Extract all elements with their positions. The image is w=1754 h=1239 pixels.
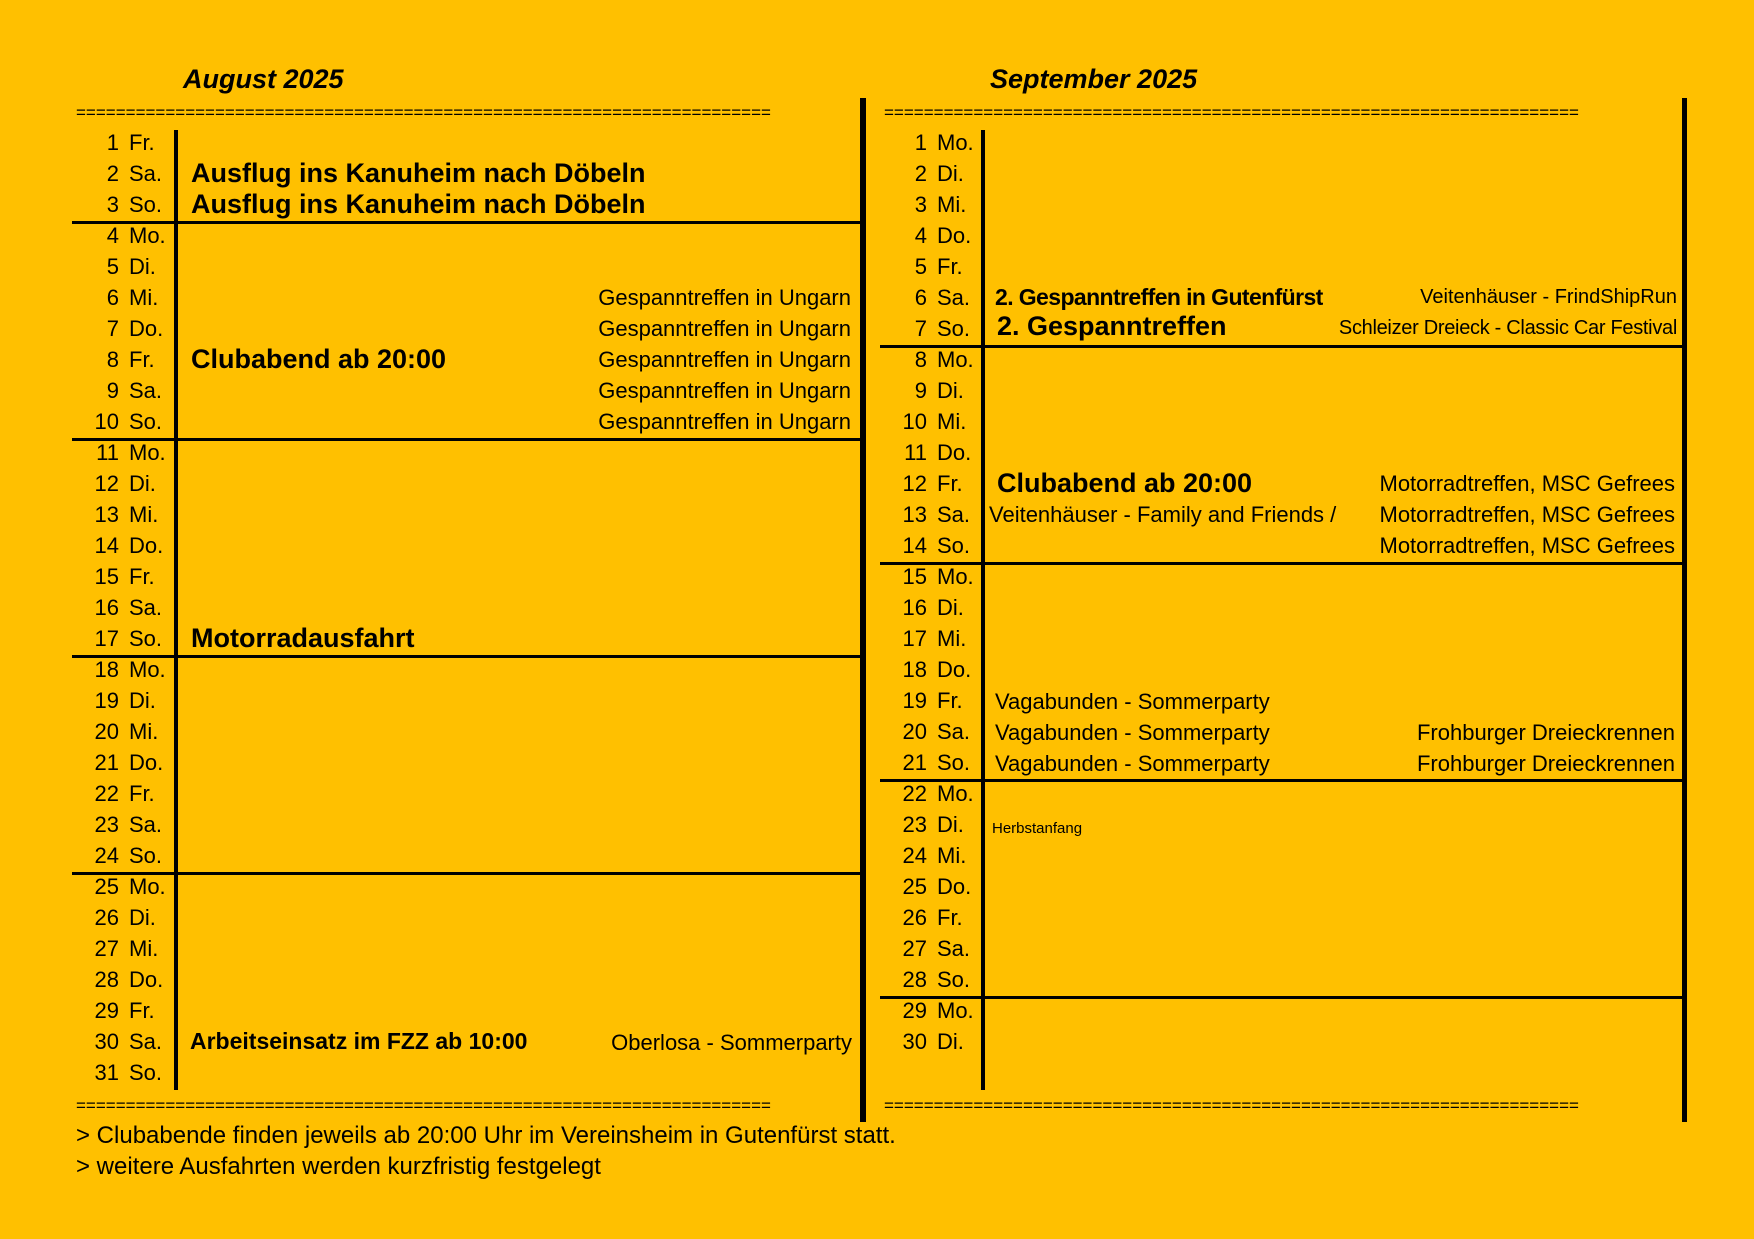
weekday-label: Sa.	[129, 378, 163, 403]
august-bottom-separator: ======================================================================	[76, 1096, 771, 1115]
day-row	[878, 313, 970, 344]
weekday-label: Mi.	[129, 936, 159, 961]
event-sep-6: 2. Gespanntreffen in Gutenfürst	[995, 284, 1323, 310]
weekday-label: Do.	[937, 657, 972, 682]
event-aug-8: Clubabend ab 20:00	[191, 344, 447, 374]
day-number: 4	[106, 223, 119, 248]
day-row	[70, 499, 158, 530]
weekday-label: Di.	[937, 812, 964, 837]
weekday-label: Fr.	[937, 688, 963, 713]
day-row	[878, 344, 974, 375]
weekday-label: Mi.	[937, 409, 967, 434]
day-number: 7	[106, 316, 119, 341]
day-number: 25	[94, 874, 119, 899]
day-row	[70, 313, 163, 344]
day-number: 8	[914, 347, 927, 372]
day-row	[70, 592, 162, 623]
day-row	[70, 406, 162, 437]
day-row	[878, 406, 966, 437]
day-row	[70, 809, 162, 840]
day-row	[878, 623, 966, 654]
day-number: 30	[902, 1029, 927, 1054]
weekday-label: Fr.	[129, 130, 155, 155]
day-number: 9	[914, 378, 927, 403]
september-bottom-separator: ======================================================================	[884, 1096, 1579, 1115]
day-number: 29	[94, 998, 119, 1023]
day-number: 10	[94, 409, 119, 434]
day-number: 12	[94, 471, 119, 496]
day-row	[878, 499, 970, 530]
day-number: 14	[902, 533, 927, 558]
weekday-label: Fr.	[129, 998, 155, 1023]
day-number: 22	[902, 781, 927, 806]
weekday-label: Di.	[129, 471, 156, 496]
day-row	[70, 840, 162, 871]
day-row	[70, 282, 158, 313]
day-number: 14	[94, 533, 119, 558]
weekday-label: Fr.	[937, 471, 963, 496]
day-number: 18	[94, 657, 119, 682]
day-number: 20	[902, 719, 927, 744]
day-row	[878, 747, 970, 778]
weekday-label: Di.	[937, 595, 964, 620]
event-sep-21-right: Frohburger Dreieckrennen	[1416, 751, 1675, 776]
event-aug-10: Gespanntreffen in Ungarn	[598, 409, 851, 434]
day-number: 13	[94, 502, 119, 527]
event-sep-12-right: Motorradtreffen, MSC Gefrees	[1379, 471, 1675, 496]
day-row	[878, 437, 971, 468]
event-aug-2: Ausflug ins Kanuheim nach Döbeln	[191, 158, 646, 188]
day-row	[70, 964, 163, 995]
day-row	[70, 685, 156, 716]
weekday-label: So.	[937, 316, 971, 341]
week-line	[880, 996, 1684, 999]
september-day-divider	[981, 130, 985, 1090]
day-number: 22	[94, 781, 119, 806]
day-number: 9	[106, 378, 119, 403]
day-row	[70, 747, 163, 778]
weekday-label: Sa.	[937, 502, 971, 527]
weekday-label: Sa.	[129, 812, 163, 837]
week-line	[72, 872, 862, 875]
weekday-label: So.	[129, 192, 163, 217]
day-row	[70, 437, 166, 468]
week-line	[72, 438, 862, 441]
day-row	[70, 778, 155, 809]
august-day-divider	[174, 130, 178, 1090]
event-sep-13: Veitenhäuser - Family and Friends /	[989, 502, 1337, 527]
event-aug-30: Arbeitseinsatz im FZZ ab 10:00	[190, 1028, 528, 1054]
day-number: 15	[902, 564, 927, 589]
weekday-label: Fr.	[129, 781, 155, 806]
weekday-label: So.	[129, 409, 163, 434]
day-row	[70, 654, 166, 685]
weekday-label: So.	[937, 750, 971, 775]
weekday-label: Mo.	[129, 223, 166, 248]
day-number: 16	[902, 595, 927, 620]
day-row	[70, 530, 163, 561]
day-number: 23	[94, 812, 119, 837]
weekday-label: Sa.	[129, 595, 163, 620]
day-number: 28	[94, 967, 119, 992]
weekday-label: Di.	[937, 161, 964, 186]
day-number: 7	[914, 316, 927, 341]
weekday-label: Mo.	[129, 874, 166, 899]
event-sep-23: Herbstanfang	[992, 820, 1083, 837]
day-row	[70, 1026, 162, 1057]
weekday-label: Sa.	[937, 936, 971, 961]
event-sep-21: Vagabunden - Sommerparty	[995, 751, 1270, 776]
weekday-label: Sa.	[129, 161, 163, 186]
day-number: 18	[902, 657, 927, 682]
day-number: 24	[94, 843, 119, 868]
day-row	[70, 902, 156, 933]
day-row	[70, 158, 162, 189]
center-divider	[860, 98, 866, 1122]
weekday-label: Mi.	[937, 843, 967, 868]
day-number: 10	[902, 409, 927, 434]
weekday-label: Fr.	[129, 347, 155, 372]
weekday-label: Fr.	[129, 564, 155, 589]
weekday-label: Di.	[937, 1029, 964, 1054]
event-sep-13-right: Motorradtreffen, MSC Gefrees	[1379, 502, 1675, 527]
day-number: 23	[902, 812, 927, 837]
day-row	[70, 375, 162, 406]
day-number: 16	[94, 595, 119, 620]
day-number: 13	[902, 502, 927, 527]
weekday-label: Mo.	[129, 657, 166, 682]
event-sep-14-right: Motorradtreffen, MSC Gefrees	[1379, 533, 1675, 558]
september-title: September 2025	[990, 64, 1198, 94]
day-row	[878, 189, 966, 220]
day-row	[70, 189, 162, 220]
week-line	[72, 655, 862, 658]
week-line	[72, 221, 862, 224]
day-number: 8	[106, 347, 119, 372]
day-number: 21	[94, 750, 119, 775]
event-sep-7: 2. Gespanntreffen	[997, 311, 1227, 341]
day-row	[878, 1026, 964, 1057]
day-number: 5	[914, 254, 927, 279]
weekday-label: Fr.	[937, 254, 963, 279]
right-border	[1682, 98, 1687, 1122]
weekday-label: Mo.	[937, 781, 974, 806]
note-ausfahrten: > weitere Ausfahrten werden kurzfristig festgelegt	[76, 1153, 601, 1180]
event-aug-17: Motorradausfahrt	[191, 623, 415, 653]
day-number: 21	[902, 750, 927, 775]
weekday-label: Di.	[937, 378, 964, 403]
day-number: 12	[902, 471, 927, 496]
day-row	[70, 995, 155, 1026]
day-number: 26	[902, 905, 927, 930]
weekday-label: So.	[129, 843, 163, 868]
day-row	[878, 902, 963, 933]
day-row	[878, 995, 974, 1026]
september-top-separator: ======================================================================	[884, 103, 1579, 122]
day-number: 2	[106, 161, 119, 186]
weekday-label: Mi.	[937, 192, 967, 217]
day-row	[878, 561, 974, 592]
day-row	[70, 933, 158, 964]
weekday-label: Di.	[129, 688, 156, 713]
event-aug-8-right: Gespanntreffen in Ungarn	[598, 347, 851, 372]
day-number: 6	[914, 285, 927, 310]
day-number: 25	[902, 874, 927, 899]
day-number: 24	[902, 843, 927, 868]
day-number: 27	[902, 936, 927, 961]
day-row	[878, 964, 970, 995]
day-row	[878, 251, 963, 282]
event-aug-3: Ausflug ins Kanuheim nach Döbeln	[191, 189, 646, 219]
event-aug-6: Gespanntreffen in Ungarn	[598, 285, 851, 310]
day-number: 29	[902, 998, 927, 1023]
day-row	[878, 158, 964, 189]
weekday-label: Mo.	[937, 564, 974, 589]
day-row	[878, 654, 971, 685]
day-number: 27	[94, 936, 119, 961]
weekday-label: Do.	[937, 223, 972, 248]
weekday-label: Fr.	[937, 905, 963, 930]
day-row	[878, 871, 971, 902]
weekday-label: Di.	[129, 254, 156, 279]
weekday-label: Mo.	[937, 998, 974, 1023]
day-row	[878, 468, 963, 499]
day-row	[70, 468, 156, 499]
day-row	[878, 592, 964, 623]
day-row	[878, 282, 970, 313]
event-aug-30-right: Oberlosa - Sommerparty	[611, 1030, 852, 1055]
event-sep-20: Vagabunden - Sommerparty	[995, 720, 1270, 745]
weekday-label: So.	[129, 1060, 163, 1085]
event-aug-9: Gespanntreffen in Ungarn	[598, 378, 851, 403]
august-title: August 2025	[183, 64, 344, 94]
week-line	[880, 562, 1684, 565]
day-row	[70, 561, 155, 592]
note-clubabende: > Clubabende finden jeweils ab 20:00 Uhr im Vereinsheim in Gutenfürst statt.	[76, 1122, 896, 1149]
day-number: 4	[914, 223, 927, 248]
day-row	[70, 344, 155, 375]
day-number: 1	[914, 130, 927, 155]
weekday-label: Mi.	[129, 285, 159, 310]
weekday-label: Do.	[937, 440, 972, 465]
day-number: 15	[94, 564, 119, 589]
day-number: 17	[94, 626, 119, 651]
august-top-separator: ======================================================================	[76, 103, 771, 122]
day-row	[878, 933, 970, 964]
day-number: 17	[902, 626, 927, 651]
day-number: 2	[914, 161, 927, 186]
day-number: 3	[914, 192, 927, 217]
day-row	[70, 1057, 162, 1088]
week-line	[880, 345, 1684, 348]
day-number: 3	[106, 192, 119, 217]
day-row	[70, 716, 158, 747]
day-row	[70, 623, 162, 654]
event-sep-12: Clubabend ab 20:00	[997, 468, 1253, 498]
day-row	[70, 220, 166, 251]
day-number: 11	[96, 440, 119, 465]
day-number: 19	[902, 688, 927, 713]
weekday-label: Mo.	[129, 440, 166, 465]
day-row	[878, 778, 974, 809]
weekday-label: Do.	[129, 967, 164, 992]
day-number: 19	[94, 688, 119, 713]
day-number: 20	[94, 719, 119, 744]
day-number: 31	[94, 1060, 119, 1085]
day-row	[878, 840, 966, 871]
weekday-label: Sa.	[937, 719, 971, 744]
event-aug-7: Gespanntreffen in Ungarn	[598, 316, 851, 341]
day-row	[878, 809, 964, 840]
weekday-label: Sa.	[937, 285, 971, 310]
weekday-label: Sa.	[129, 1029, 163, 1054]
day-row	[878, 716, 970, 747]
event-sep-20-right: Frohburger Dreieckrennen	[1416, 720, 1675, 745]
day-number: 30	[94, 1029, 119, 1054]
event-sep-19: Vagabunden - Sommerparty	[995, 689, 1270, 714]
weekday-label: Mo.	[937, 347, 974, 372]
weekday-label: Do.	[129, 533, 164, 558]
day-row	[878, 375, 964, 406]
day-number: 6	[106, 285, 119, 310]
day-row	[70, 251, 156, 282]
weekday-label: Mi.	[937, 626, 967, 651]
weekday-label: Mi.	[129, 719, 159, 744]
day-number: 26	[94, 905, 119, 930]
day-row	[70, 127, 155, 158]
day-row	[70, 871, 166, 902]
day-number: 5	[106, 254, 119, 279]
day-number: 11	[904, 440, 927, 465]
weekday-label: Do.	[129, 316, 164, 341]
weekday-label: So.	[937, 533, 971, 558]
weekday-label: Mi.	[129, 502, 159, 527]
event-sep-6-right: Veitenhäuser - FrindShipRun	[1420, 286, 1677, 308]
day-row	[878, 127, 974, 158]
weekday-label: So.	[129, 626, 163, 651]
week-line	[880, 779, 1684, 782]
day-row	[878, 685, 963, 716]
day-row	[878, 220, 971, 251]
day-number: 1	[106, 130, 119, 155]
event-sep-7-right: Schleizer Dreieck - Classic Car Festival	[1338, 317, 1677, 339]
day-number: 28	[902, 967, 927, 992]
weekday-label: Mo.	[937, 130, 974, 155]
weekday-label: Do.	[129, 750, 164, 775]
weekday-label: Do.	[937, 874, 972, 899]
weekday-label: So.	[937, 967, 971, 992]
day-row	[878, 530, 970, 561]
weekday-label: Di.	[129, 905, 156, 930]
